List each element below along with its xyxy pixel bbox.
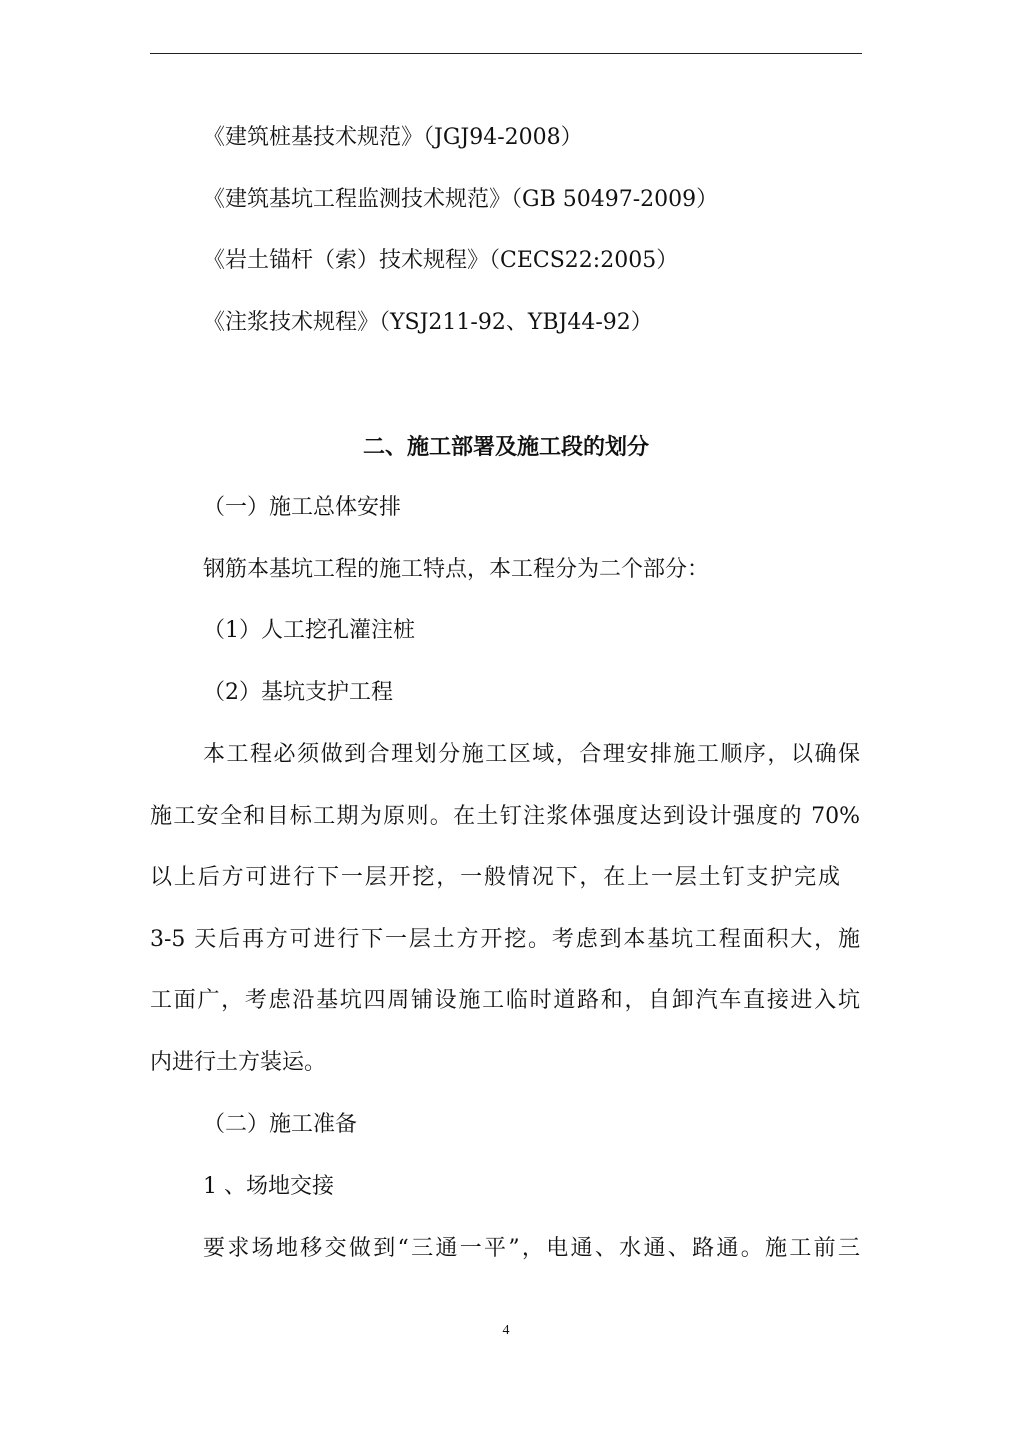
reference-cecs22: 《岩土锚杆（索）技术规程》（CECS22:2005） (203, 248, 679, 273)
section-heading: 二、施工部署及施工段的划分 (362, 434, 649, 460)
page-number: 4 (502, 1323, 510, 1338)
reference-gb50497: 《建筑基坑工程监测技术规范》（GB 50497-2009） (203, 187, 719, 212)
subsection-preparation: （二）施工准备 (203, 1112, 358, 1137)
paragraph-line: 以上后方可进行下一层开挖，一般情况下，在上一层土钉支护完成 (150, 865, 840, 890)
list-item-support: （2）基坑支护工程 (203, 680, 393, 705)
reference-ysj211: 《注浆技术规程》（YSJ211-92、YBJ44-92） (203, 310, 653, 335)
item-site-handover: 1 、场地交接 (203, 1174, 334, 1199)
reference-jgj94: 《建筑桩基技术规范》（JGJ94-2008） (203, 125, 583, 150)
paragraph-line: 3-5 天后再方可进行下一层土方开挖。考虑到本基坑工程面积大，施 (150, 926, 860, 952)
intro-text: 钢筋本基坑工程的施工特点，本工程分为二个部分： (203, 557, 710, 582)
main-paragraph (150, 740, 860, 1109)
subsection-overall-arrangement: （一）施工总体安排 (203, 495, 402, 520)
paragraph-line: 内进行土方装运。 (150, 1049, 327, 1075)
paragraph-line: 施工安全和目标工期为原则。在土钉注浆体强度达到设计强度的 70% (150, 803, 860, 829)
header-rule (150, 53, 862, 54)
list-item-piles: （1）人工挖孔灌注桩 (203, 618, 415, 643)
paragraph-line: 工面广，考虑沿基坑四周铺设施工临时道路和，自卸汽车直接进入坑 (150, 988, 860, 1013)
paragraph-line: 本工程必须做到合理划分施工区域，合理安排施工顺序，以确保 (203, 742, 860, 767)
site-requirement-text: 要求场地移交做到“三通一平”，电通、水通、路通。施工前三 (203, 1236, 860, 1261)
